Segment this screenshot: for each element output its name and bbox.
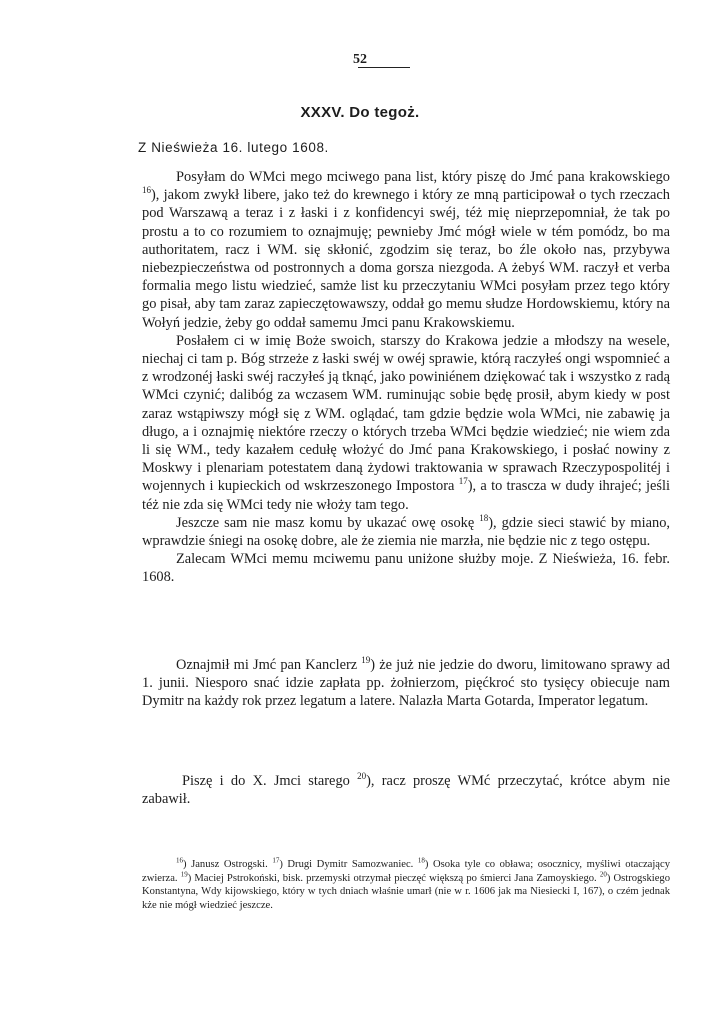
footnote-ref: 18 xyxy=(479,513,489,524)
footnotes xyxy=(142,858,670,912)
text-run: Posyłam do WMci mego mciwego pana list, który piszę do Jmć pana krakowskiego xyxy=(176,169,670,185)
paragraph xyxy=(142,332,670,514)
footnote-text: ) Osoka tyle co obława; osoczniсy, myśliwi otaczający zwierza. xyxy=(142,859,670,884)
paragraph xyxy=(142,514,670,550)
closing-note xyxy=(142,772,670,808)
footnote-ref: 20 xyxy=(357,771,367,782)
letter-body xyxy=(142,168,670,587)
page-number: 52 xyxy=(353,52,367,67)
text-run: ), a to trascza w dudy ihrajeć; jeśli téż nie zda się WMci tedy nie włoży tam tego. xyxy=(142,478,670,513)
text-run: ), gdzie sieci stawić by miano, wprawdzie śniegi na osokę dobre, ale że ziemia nie marzła, nie będzie nic z tego ostępu. xyxy=(142,514,670,550)
paragraph xyxy=(142,168,670,332)
footnote-number: 20 xyxy=(599,870,607,879)
footnote-text: ) Drugi Dymitr Samozwaniec. xyxy=(279,859,418,870)
footnote-ref: 17 xyxy=(458,476,468,487)
footnote-text: ) Maciej Pstrokoński, bisk. przemyski otrzymał pieczęć większą po śmierci Jana Zamoyskiego. xyxy=(187,872,600,884)
footnote-number: 19 xyxy=(180,870,188,879)
footnote-text: ) Janusz Ostrogski. xyxy=(183,859,273,870)
footnote-number: 17 xyxy=(272,856,280,865)
footnote-block xyxy=(142,858,670,912)
footnote-ref: 16 xyxy=(142,185,151,196)
text-run: Oznajmił mi Jmć pan Kanclerz xyxy=(176,657,362,673)
text-run: ), jakom zwykł libere, jako też do krewnego i który ze mną participował o tych rzeczach pod Warszawą a teraz i z łaski i z konfidencyi swéj, téż mię nieprzepomniał, że tak po prostu a to co rozumiem to oznajmuję; pewnieby Jmć mógł wiele w tém pomódz, bo ma authoritatem, racz i WM. się skłonić, zgodzim się teraz, bo źle około nas, przybywa niebezpieczeństwa od postronnych a doma gorsza niezgoda. A żebyś WM. raczył et verba formalia mego listu wiedzieć, samże list ku przeczytaniu WMci posyłam przez tego który go pisał, aby tam zaraz zapieczętowawszy, oddał go memu słudze Hordowskiemu, który na Wołyń jedzie, żeby go oddał samemu Jmci panu Krakowskiemu. xyxy=(142,187,670,331)
postscript xyxy=(142,656,670,711)
page-number-rule xyxy=(358,67,410,68)
text-run: Posłałem ci w imię Boże swoich, starszy do Krakowa jedzie a młodszy na wesele, niechaj ci tam p. Bóg strzeże z łaski swéj w owéj sprawie, którą raczyłeś ongi wspomnieć a z wrodzonéj łaski swéj raczyłeś ją tknąć, jako powiniénem dziękować tak i wszystko z radą WMci czynić; dalibóg za wczasem WM. ruminując sobie będę prosił, abym kiedy w post zaraz wstąpiwszy mógł się z WM. oglądać, tam gdzie będzie wola WMci, nie zabawię ja długo, a i oznajmię niektóre rzeczy o których trzeba WMci będzie wiedzieć; nie wiem zda li się WM., tedy kazałem cedułę włożyć do Jmć pana Krakowskiego, i posłać nowiny z Moskwy i plenariam potestatem daną żydowi traktowania w sprawach Rzeczypospolitéj i wojennych i kupieckich od wskrzeszonego Impostora xyxy=(142,332,670,495)
footnote-number: 18 xyxy=(417,856,425,865)
footnote-ref: 19 xyxy=(361,655,371,666)
text-run: ) że już nie jedzie do dworu, limitowano sprawy ad 1. junii. Niesporo snać idzie zapłata pp. żołnierzom, pięćkroć sto tysięcy obiecuje nam Dymitr na każdy rok przez legatum a latere. Nalazła Marta Gotarda, Imperator legatum. xyxy=(142,657,670,710)
text-run: ), racz proszę WMć przeczytać, krótce abym nie zabawił. xyxy=(142,773,671,808)
paragraph: Zalecam WMci memu mciwemu panu uniżone służby moje. Z Nieświeża, 16. febr. 1608. xyxy=(142,551,670,586)
footnote-text: ) Ostrogskiego Konstantyna, Wdy kijowskiego, który w tych dniach właśnie umarł (nie w r. 1606 jak ma Niesiecki I, 167), o czém jednak kże nie mógł wiedzieć jeszcze. xyxy=(142,872,670,911)
footnote-number: 16 xyxy=(176,856,183,865)
paragraph xyxy=(142,656,670,711)
letter-dateline: Z Nieświeża 16. lutego 1608. xyxy=(138,140,329,155)
text-run: Piszę i do X. Jmci starego xyxy=(182,773,358,789)
text-run: Jeszcze sam nie masz komu by ukazać owę osokę xyxy=(176,514,480,531)
letter-heading: XXXV. Do tegoż. xyxy=(300,104,420,121)
paragraph xyxy=(142,772,670,808)
